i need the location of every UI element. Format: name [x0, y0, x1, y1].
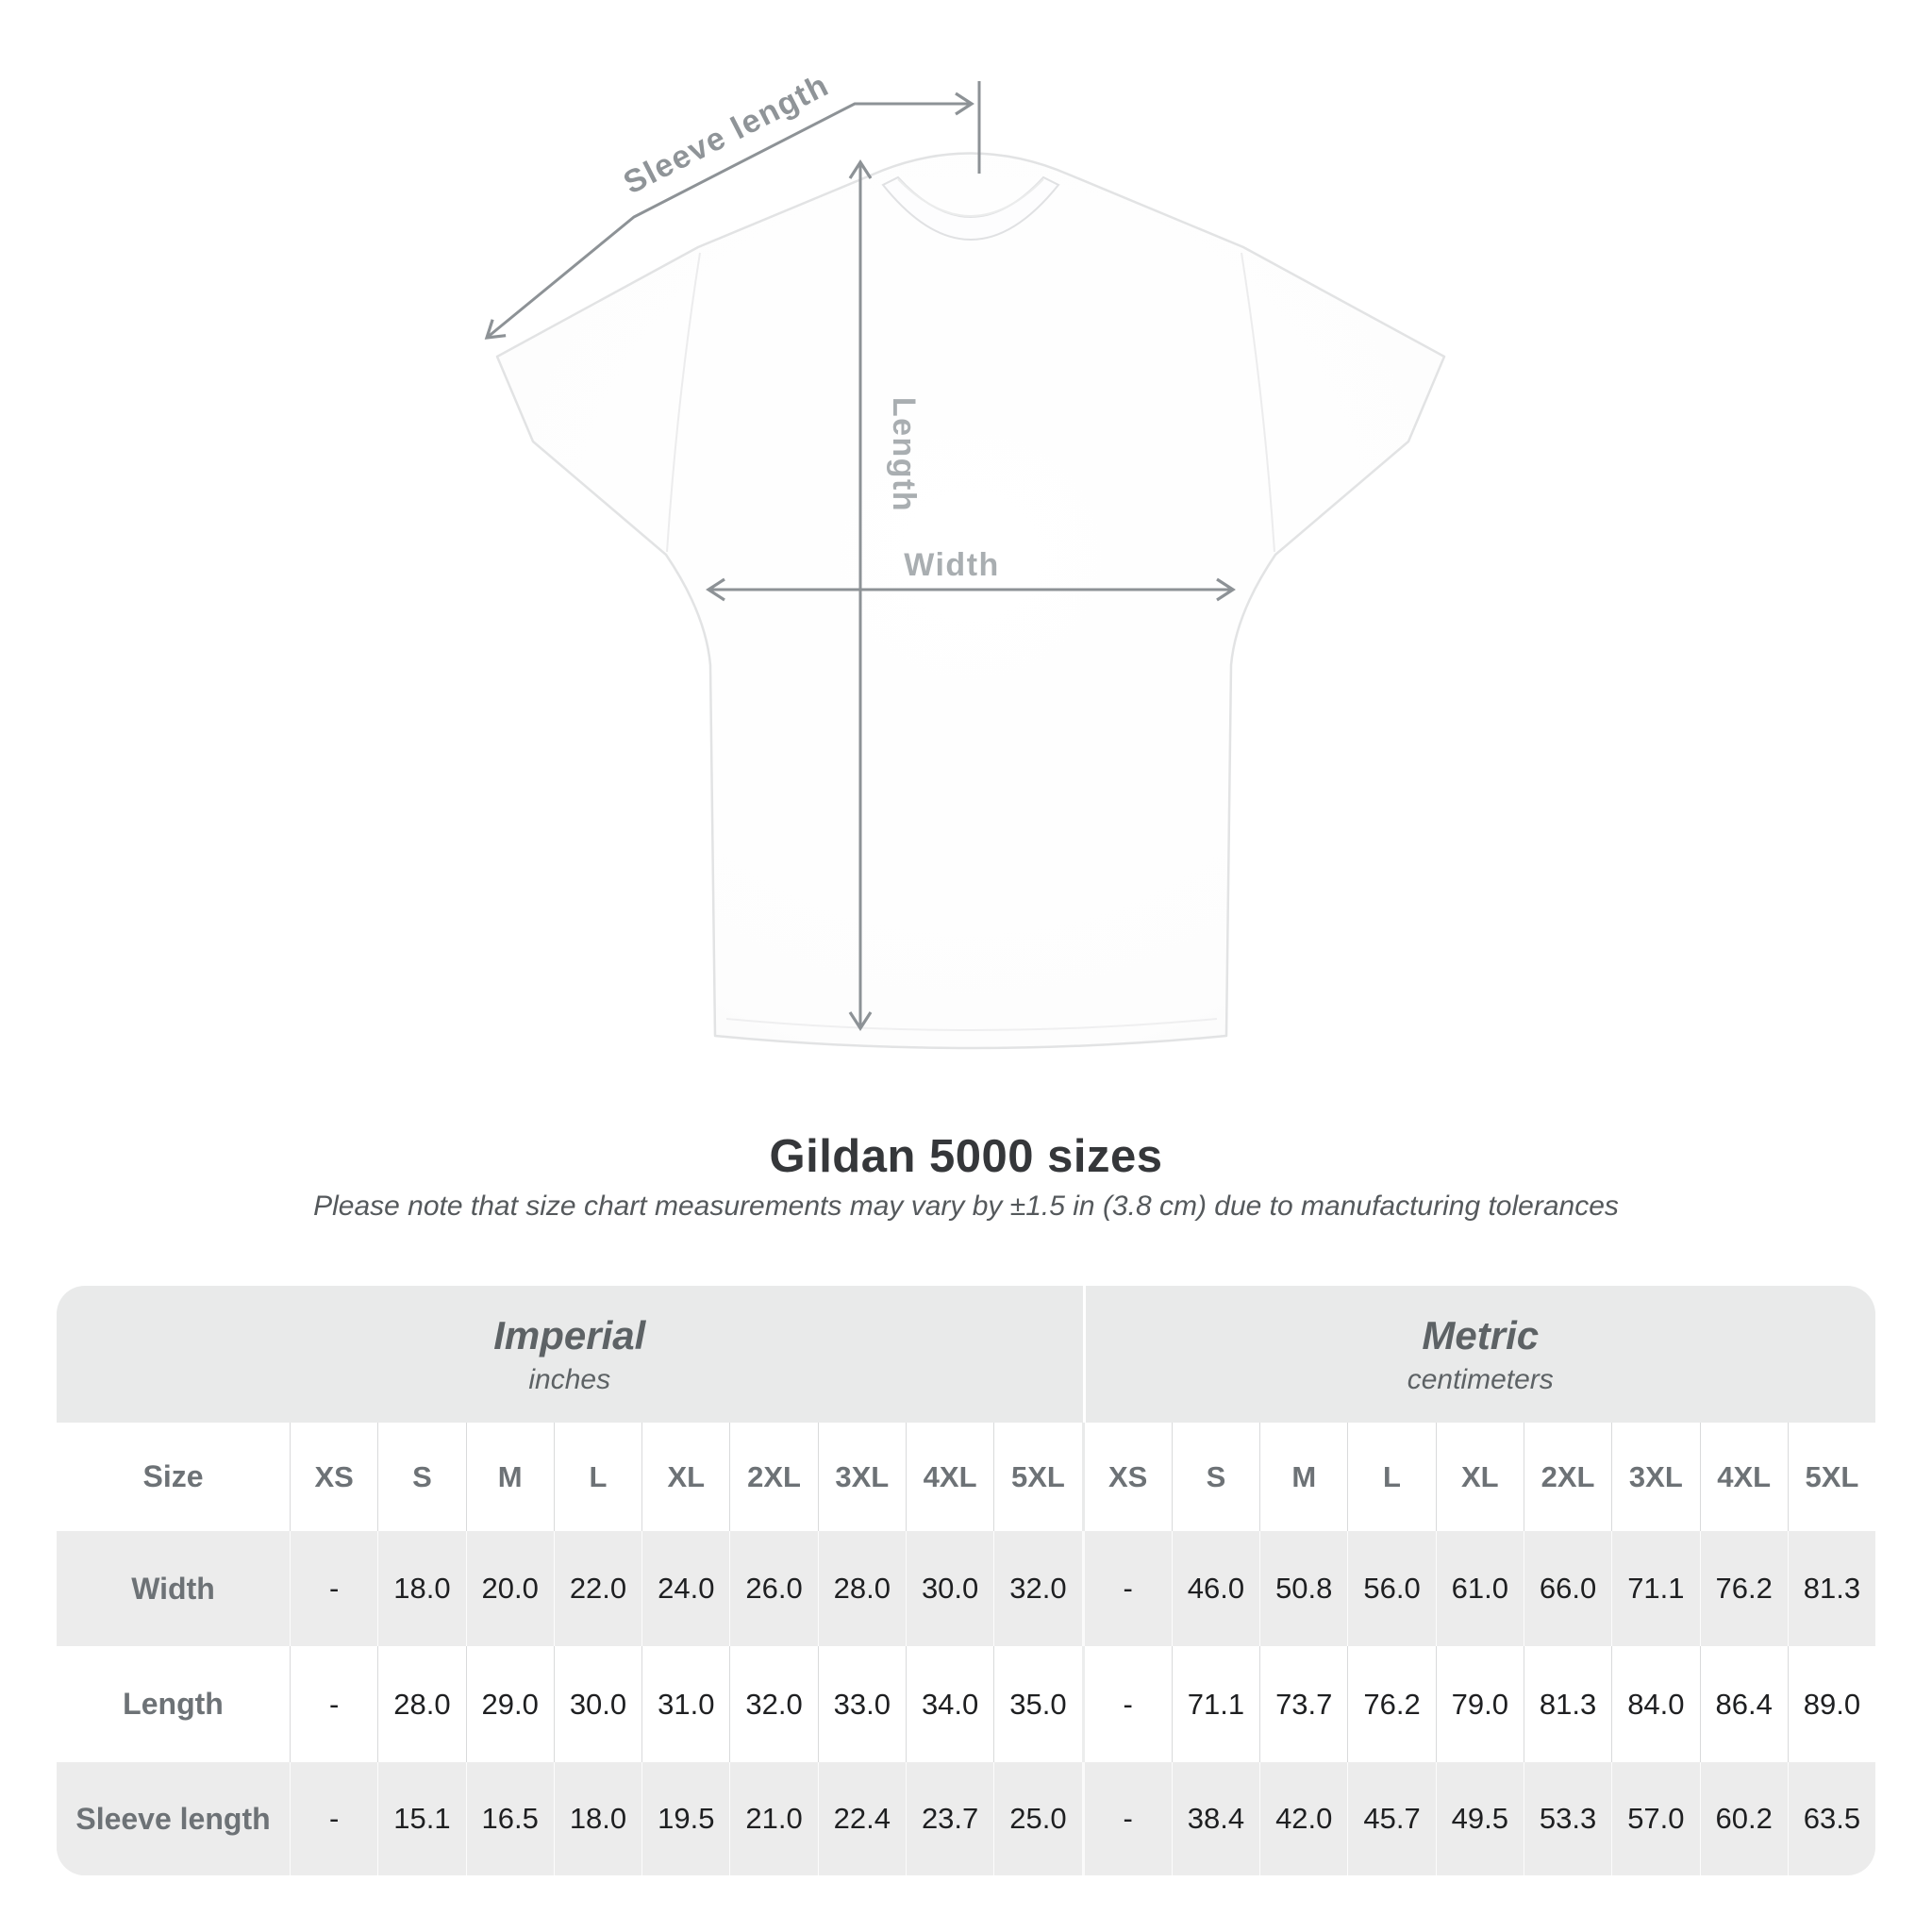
- size-col-header: 2XL: [1524, 1423, 1611, 1531]
- size-col-header: S: [1172, 1423, 1259, 1531]
- table-cell: 76.2: [1347, 1646, 1435, 1762]
- unit-group-metric: [1083, 1286, 1876, 1423]
- table-cell: 28.0: [818, 1531, 906, 1646]
- size-col-header: L: [1347, 1423, 1435, 1531]
- table-cell: 35.0: [993, 1646, 1081, 1762]
- table-cell: 45.7: [1347, 1762, 1435, 1875]
- table-cell: 31.0: [641, 1646, 729, 1762]
- table-cell: 42.0: [1259, 1762, 1347, 1875]
- table-cell: 34.0: [906, 1646, 993, 1762]
- table-cell: 22.4: [818, 1762, 906, 1875]
- table-cell: 15.1: [377, 1762, 465, 1875]
- table-cell: 16.5: [466, 1762, 554, 1875]
- size-col-header: XL: [1436, 1423, 1524, 1531]
- table-cell: 79.0: [1436, 1646, 1524, 1762]
- table-cell: 24.0: [641, 1531, 729, 1646]
- table-cell: 61.0: [1436, 1531, 1524, 1646]
- size-col-header: 5XL: [1788, 1423, 1875, 1531]
- table-cell: 19.5: [641, 1762, 729, 1875]
- table-cell: 66.0: [1524, 1531, 1611, 1646]
- table-cell: 25.0: [993, 1762, 1081, 1875]
- width-label: Width: [904, 547, 1000, 583]
- table-cell: 23.7: [906, 1762, 993, 1875]
- table-cell: 38.4: [1172, 1762, 1259, 1875]
- table-cell: 71.1: [1611, 1531, 1699, 1646]
- table-cell: 46.0: [1172, 1531, 1259, 1646]
- table-cell: 81.3: [1524, 1646, 1611, 1762]
- unit-group-name: Imperial: [493, 1312, 646, 1357]
- unit-group-name: Metric: [1422, 1312, 1540, 1357]
- row-label: Length: [123, 1687, 224, 1721]
- unit-group-imperial: [57, 1286, 1083, 1423]
- size-header-row: [57, 1423, 1875, 1531]
- table-cell: 21.0: [729, 1762, 817, 1875]
- table-row-sleeve-length: [57, 1762, 1875, 1875]
- table-cell: -: [290, 1762, 377, 1875]
- table-cell: 76.2: [1700, 1531, 1788, 1646]
- size-col-header: XS: [290, 1423, 377, 1531]
- unit-group-unit: centimeters: [1407, 1363, 1554, 1395]
- table-cell: 84.0: [1611, 1646, 1699, 1762]
- table-cell: 63.5: [1788, 1762, 1875, 1875]
- size-col-header: 5XL: [993, 1423, 1081, 1531]
- unit-group-unit: inches: [528, 1363, 611, 1395]
- row-label: Width: [131, 1571, 215, 1606]
- size-col-header: XS: [1082, 1423, 1172, 1531]
- size-col-header: 4XL: [1700, 1423, 1788, 1531]
- size-col-header: S: [377, 1423, 465, 1531]
- size-col-header: 3XL: [818, 1423, 906, 1531]
- table-cell: 81.3: [1788, 1531, 1875, 1646]
- table-cell: 32.0: [729, 1646, 817, 1762]
- table-cell: 29.0: [466, 1646, 554, 1762]
- row-label: Sleeve length: [57, 1762, 290, 1875]
- table-cell: 32.0: [993, 1531, 1081, 1646]
- table-row-length: [57, 1646, 1875, 1762]
- size-col-header: XL: [641, 1423, 729, 1531]
- table-cell: 89.0: [1788, 1646, 1875, 1762]
- table-cell: 86.4: [1700, 1646, 1788, 1762]
- length-label: Length: [886, 396, 922, 513]
- table-cell: 71.1: [1172, 1646, 1259, 1762]
- size-col-header: 4XL: [906, 1423, 993, 1531]
- table-cell: 20.0: [466, 1531, 554, 1646]
- table-cell: 60.2: [1700, 1762, 1788, 1875]
- tshirt-silhouette: [497, 154, 1444, 1049]
- table-cell: 53.3: [1524, 1762, 1611, 1875]
- table-cell: 30.0: [554, 1646, 641, 1762]
- table-cell: -: [1082, 1646, 1172, 1762]
- unit-group-header: [57, 1286, 1875, 1423]
- table-cell: -: [1082, 1762, 1172, 1875]
- table-cell: 50.8: [1259, 1531, 1347, 1646]
- table-cell: 49.5: [1436, 1762, 1524, 1875]
- table-cell: -: [290, 1646, 377, 1762]
- size-col-header: M: [1259, 1423, 1347, 1531]
- table-row-width: [57, 1531, 1875, 1646]
- table-cell: 26.0: [729, 1531, 817, 1646]
- size-col-header: L: [554, 1423, 641, 1531]
- table-cell: 56.0: [1347, 1531, 1435, 1646]
- table-cell: 28.0: [377, 1646, 465, 1762]
- table-cell: 18.0: [554, 1762, 641, 1875]
- size-chart-table: [57, 1286, 1875, 1875]
- table-cell: 22.0: [554, 1531, 641, 1646]
- size-col-header: M: [466, 1423, 554, 1531]
- table-cell: 73.7: [1259, 1646, 1347, 1762]
- size-col-header: 3XL: [1611, 1423, 1699, 1531]
- table-cell: 18.0: [377, 1531, 465, 1646]
- tshirt-illustration: [497, 154, 1444, 1049]
- table-cell: -: [290, 1531, 377, 1646]
- page-title: Gildan 5000 sizes: [769, 1131, 1163, 1182]
- table-cell: 57.0: [1611, 1762, 1699, 1875]
- sleeve-length-label: Sleeve length: [618, 67, 835, 202]
- table-cell: 30.0: [906, 1531, 993, 1646]
- size-header-label: Size: [142, 1459, 204, 1493]
- table-cell: 33.0: [818, 1646, 906, 1762]
- size-col-header: 2XL: [729, 1423, 817, 1531]
- table-cell: -: [1082, 1531, 1172, 1646]
- tolerance-note: Please note that size chart measurements may vary by ±1.5 in (3.8 cm) due to manufacturing tolerances: [313, 1191, 1619, 1222]
